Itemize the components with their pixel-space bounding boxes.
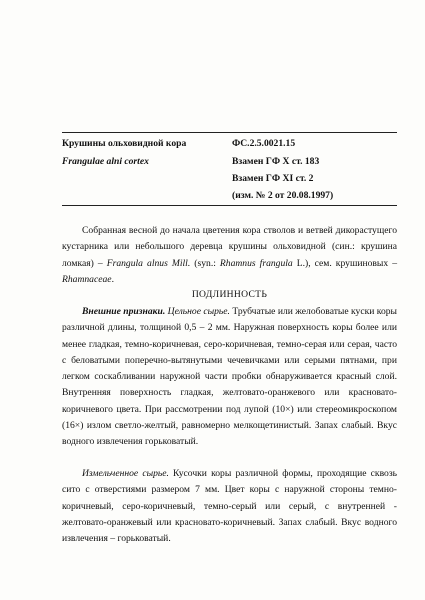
amendment-note: (изм. № 2 от 20.08.1997) bbox=[232, 190, 334, 201]
external-signs-text: Трубчатые или желобоватые куски коры различной длины, толщиной 0,5 – 2 мм. Наружная поверхность коры более или менее гладкая, темно-коричневая, серо-коричневая, темно-серая или серая, часто с беловатыми поперечно-вытянутыми чечевичками или серыми пятнами, при легком соскабливании наружной части пробки обнаруживается красный слой. Внутренняя поверхность гладкая, желтовато-оранжевого или красновато-коричневого цвета. При рассмотрении под лупой (10×) или стереомикроскопом (16×) излом светло-желтый, равномерно мелкощетинистый. Запах слабый. Вкус водного извлечения горьковатый. bbox=[62, 306, 397, 448]
crushed-material-label: Измельченное сырье. bbox=[82, 468, 169, 479]
intro-text-2: (syn.: bbox=[190, 257, 220, 269]
crushed-material-paragraph bbox=[62, 466, 397, 547]
crushed-material-text: Кусочки коры различной формы, проходящие сквозь сито с отверстиями размером 7 мм. Цвет коры с наружной стороны темно-коричневый, серо-коричневый, темно-серый или серый, с внутренней - желтовато-оранжевый или красновато-коричневый. Запах слабый. Вкус водного извлечения – горьковатый. bbox=[62, 468, 397, 545]
external-signs-label: Внешние признаки. bbox=[82, 306, 166, 317]
intro-latin-3: Rhamnaceae bbox=[62, 273, 112, 285]
monograph-code: ФС.2.5.0021.15 bbox=[232, 138, 296, 149]
section-heading: ПОДЛИННОСТЬ bbox=[191, 289, 268, 300]
intro-text-4: . bbox=[111, 273, 114, 285]
intro-text-3: L.), сем. крушиновых – bbox=[292, 257, 398, 269]
intro-latin-2: Rhamnus frangula bbox=[219, 257, 293, 269]
external-signs-paragraph bbox=[62, 304, 397, 451]
intro-paragraph bbox=[62, 223, 397, 288]
bottom-rule bbox=[62, 205, 397, 206]
intro-text-1: Собранная весной до начала цветения кора стволов и ветвей дикорастущего кустарника или небольшого деревца крушины ольховидной (син.: крушина ломкая) – bbox=[62, 225, 397, 269]
replaces-gf-xi: Взамен ГФ XI ст. 2 bbox=[232, 173, 314, 184]
monograph-title-ru: Крушины ольховидной кора bbox=[62, 138, 187, 149]
replaces-gf-x: Взамен ГФ X ст. 183 bbox=[232, 156, 320, 167]
top-rule bbox=[62, 132, 397, 133]
monograph-title-latin: Frangulae alni cortex bbox=[62, 156, 149, 167]
whole-material-label: Цельное сырье. bbox=[167, 306, 230, 317]
intro-latin-1: Frangula alnus Mill. bbox=[106, 257, 191, 269]
